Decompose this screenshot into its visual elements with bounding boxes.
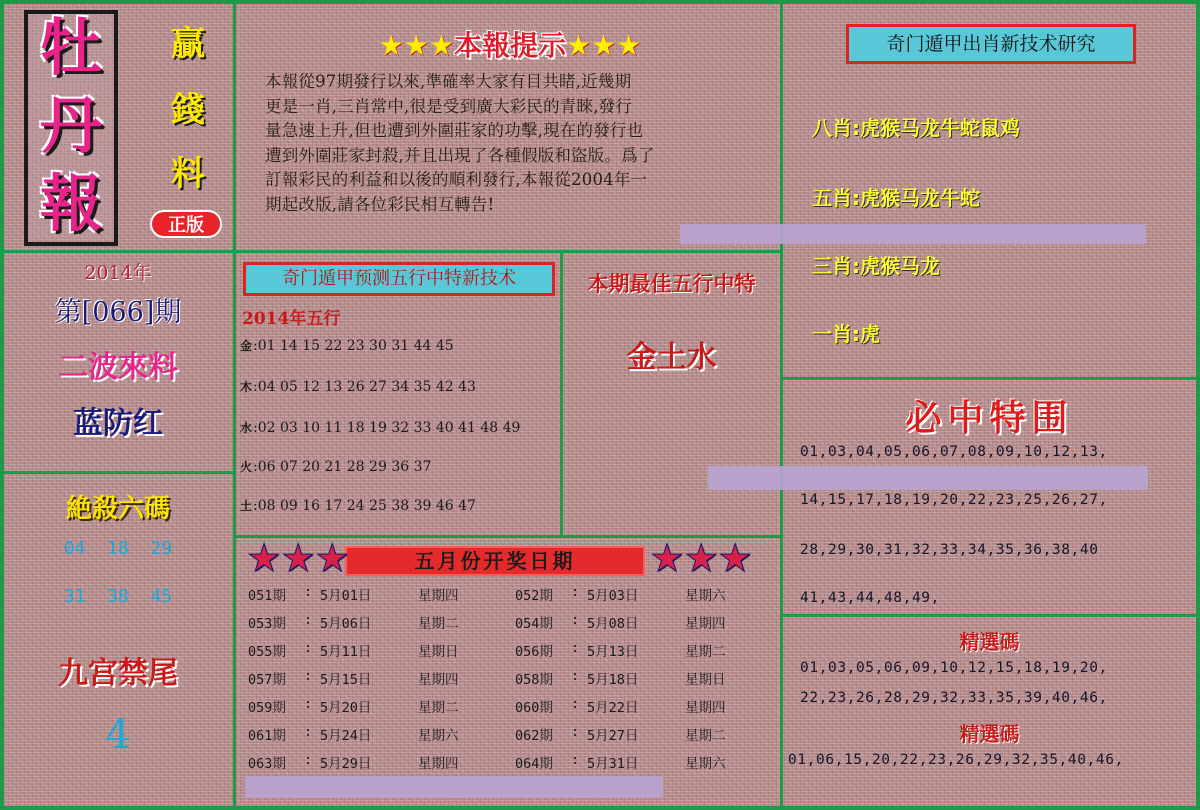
masthead-name-char-1: 牡 xyxy=(39,11,102,84)
zodiac-banner: 奇门遁甲出肖新技术研究 xyxy=(846,24,1136,64)
schedule-weekday: 星期四 xyxy=(418,672,459,688)
schedule-date: 5月24日 xyxy=(320,728,372,744)
zodiac-row-three: 三肖:虎猴马龙 xyxy=(812,254,940,278)
zodiac-animals: 虎猴马龙牛蛇 xyxy=(860,186,980,210)
schedule-issue: 062期 xyxy=(515,728,553,744)
schedule-date: 5月18日 xyxy=(587,672,639,688)
zodiac-label: 三肖 xyxy=(812,254,852,278)
schedule-colon: : xyxy=(571,584,580,600)
notice-line: 訂報彩民的利益和以後的順利發行,本報從2004年一 xyxy=(265,170,648,189)
notice-line: 遭到外圍莊家封殺,并且出現了各種假版和盜版。爲了 xyxy=(265,145,655,165)
schedule-weekday: 星期六 xyxy=(418,728,459,744)
schedule-date: 5月15日 xyxy=(320,672,372,688)
schedule-colon: : xyxy=(571,640,580,656)
selected-title-2: 精選碼 xyxy=(959,722,1020,746)
slogan-char-3: 料 xyxy=(171,154,205,194)
slogan-char-1: 贏 xyxy=(171,24,205,64)
redaction-bar xyxy=(245,776,663,798)
schedule-date: 5月01日 xyxy=(320,588,372,604)
frame-bottom xyxy=(0,806,1200,810)
schedule-weekday: 星期四 xyxy=(685,616,726,632)
schedule-date: 5月11日 xyxy=(320,644,372,660)
schedule-colon: : xyxy=(571,724,580,740)
schedule-issue: 051期 xyxy=(248,588,286,604)
special-circle-line: 41,43,44,48,49, xyxy=(800,590,940,606)
special-circle-line: 14,15,17,18,19,20,22,23,25,26,27, xyxy=(800,492,1108,508)
nine-palace-title: 九宫禁尾 xyxy=(58,656,178,691)
schedule-issue: 063期 xyxy=(248,756,286,772)
wave-title: 二波來料 xyxy=(58,350,178,385)
wave-value: 蓝防红 xyxy=(73,406,163,441)
schedule-colon: : xyxy=(571,612,580,628)
wuxing-numbers: 02 03 10 11 18 19 32 33 40 41 48 49 xyxy=(257,420,521,436)
wuxing-row-wood: 木:04 05 12 13 26 27 34 35 42 43 xyxy=(240,379,476,395)
schedule-date: 5月27日 xyxy=(587,728,639,744)
zodiac-row-eight: 八肖:虎猴马龙牛蛇鼠鸡 xyxy=(812,116,1020,140)
schedule-weekday: 星期二 xyxy=(418,700,459,716)
wuxing-numbers: 08 09 16 17 24 25 38 39 46 47 xyxy=(257,498,476,514)
notice-line: 更是一肖,三肖常中,很是受到廣大彩民的青睞,發行 xyxy=(265,96,633,116)
schedule-issue: 064期 xyxy=(515,756,553,772)
divider-h-left2 xyxy=(0,471,236,474)
notice-body xyxy=(265,70,655,217)
kill-six-row-1: 04 18 29 xyxy=(63,538,173,559)
divider-h-right2 xyxy=(780,614,1200,617)
wuxing-row-fire: 火:06 07 20 21 28 29 36 37 xyxy=(240,459,432,475)
selected-line: 01,03,05,06,09,10,12,15,18,19,20, xyxy=(800,660,1108,676)
schedule-date: 5月03日 xyxy=(587,588,639,604)
schedule-weekday: 星期二 xyxy=(685,728,726,744)
wuxing-element: 金 xyxy=(240,339,253,353)
notice-line: 期起改版,請各位彩民相互轉告! xyxy=(265,194,495,214)
divider-h-mid1 xyxy=(233,250,783,253)
best-wuxing-title: 本期最佳五行中特 xyxy=(587,271,756,296)
schedule-issue: 059期 xyxy=(248,700,286,716)
schedule-weekday: 星期六 xyxy=(685,756,726,772)
schedule-issue: 061期 xyxy=(248,728,286,744)
zodiac-animals: 虎猴马龙牛蛇鼠鸡 xyxy=(860,116,1020,140)
schedule-title: 五月份开奖日期 xyxy=(414,549,576,573)
notice-stars-left: ★★★ xyxy=(378,29,454,62)
schedule-colon: : xyxy=(304,752,313,768)
schedule-date: 5月08日 xyxy=(587,616,639,632)
schedule-colon: : xyxy=(571,752,580,768)
nine-palace-value: 4 xyxy=(105,712,131,758)
schedule-colon: : xyxy=(304,584,313,600)
schedule-issue: 055期 xyxy=(248,644,286,660)
schedule-date: 5月31日 xyxy=(587,756,639,772)
wuxing-numbers: 01 14 15 22 23 30 31 44 45 xyxy=(257,338,454,354)
frame-right xyxy=(1196,0,1200,810)
frame-top xyxy=(0,0,1200,4)
schedule-colon: : xyxy=(304,612,313,628)
wuxing-element: 火 xyxy=(240,460,253,474)
schedule-colon: : xyxy=(304,724,313,740)
schedule-issue: 056期 xyxy=(515,644,553,660)
zodiac-row-one: 一肖:虎 xyxy=(812,322,880,346)
zodiac-label: 五肖 xyxy=(812,186,852,210)
wuxing-element: 木 xyxy=(240,380,253,394)
schedule-weekday: 星期日 xyxy=(418,644,459,660)
schedule-colon: : xyxy=(304,668,313,684)
schedule-weekday: 星期六 xyxy=(685,588,726,604)
selected-line: 01,06,15,20,22,23,26,29,32,35,40,46, xyxy=(788,752,1124,768)
slogan-char-2: 錢 xyxy=(171,90,205,130)
schedule-issue: 052期 xyxy=(515,588,553,604)
notice-line: 本報從97期發行以來,準確率大家有目共睹,近幾期 xyxy=(265,72,632,91)
schedule-issue: 058期 xyxy=(515,672,553,688)
schedule-issue: 057期 xyxy=(248,672,286,688)
schedule-issue: 054期 xyxy=(515,616,553,632)
schedule-stars-right: ★★★ xyxy=(650,536,753,580)
wuxing-year-label: 2014年五行 xyxy=(242,309,341,329)
zodiac-label: 一肖 xyxy=(812,322,852,346)
schedule-date: 5月29日 xyxy=(320,756,372,772)
schedule-issue: 060期 xyxy=(515,700,553,716)
wuxing-element: 水 xyxy=(240,421,253,435)
special-circle-line: 01,03,04,05,06,07,08,09,10,12,13, xyxy=(800,444,1108,460)
wuxing-element: 土 xyxy=(240,499,253,513)
masthead-name-char-2: 丹 xyxy=(39,89,102,162)
schedule-weekday: 星期二 xyxy=(418,616,459,632)
schedule-weekday: 星期四 xyxy=(418,588,459,604)
divider-h-right1 xyxy=(780,377,1200,380)
zodiac-label: 八肖 xyxy=(812,116,852,140)
redaction-bar xyxy=(680,224,1146,244)
schedule-date: 5月06日 xyxy=(320,616,372,632)
best-wuxing-value: 金土水 xyxy=(626,340,717,375)
redaction-bar xyxy=(708,466,1148,490)
issue-year: 2014年 xyxy=(84,262,152,284)
wuxing-numbers: 04 05 12 13 26 27 34 35 42 43 xyxy=(257,379,476,395)
notice-stars-right: ★★★ xyxy=(566,29,642,62)
zodiac-animals: 虎猴马龙 xyxy=(860,254,940,278)
wuxing-row-metal: 金:01 14 15 22 23 30 31 44 45 xyxy=(240,338,454,354)
schedule-issue: 053期 xyxy=(248,616,286,632)
special-circle-line: 28,29,30,31,32,33,34,35,36,38,40 xyxy=(800,542,1099,558)
wuxing-row-earth: 土:08 09 16 17 24 25 38 39 46 47 xyxy=(240,498,476,514)
kill-six-row-2: 31 38 45 xyxy=(63,586,173,607)
selected-line: 22,23,26,28,29,32,33,35,39,40,46, xyxy=(800,690,1108,706)
schedule-weekday: 星期四 xyxy=(685,700,726,716)
schedule-weekday: 星期四 xyxy=(418,756,459,772)
issue-number: 第[066]期 xyxy=(54,297,182,328)
wuxing-numbers: 06 07 20 21 28 29 36 37 xyxy=(257,459,432,475)
schedule-date: 5月13日 xyxy=(587,644,639,660)
schedule-weekday: 星期二 xyxy=(685,644,726,660)
zodiac-row-five: 五肖:虎猴马龙牛蛇 xyxy=(812,186,980,210)
wuxing-row-water: 水:02 03 10 11 18 19 32 33 40 41 48 49 xyxy=(240,420,521,436)
notice-line: 量急速上升,但也遭到外圍莊家的功擊,現在的發行也 xyxy=(265,121,644,140)
edition-badge: 正版 xyxy=(150,210,222,238)
notice-title xyxy=(335,24,685,64)
schedule-stars-left: ★★★ xyxy=(247,536,350,580)
wuxing-banner: 奇门遁甲预测五行中特新技术 xyxy=(243,262,555,296)
schedule-colon: : xyxy=(304,640,313,656)
divider-h-left1 xyxy=(0,250,236,253)
schedule-colon: : xyxy=(304,696,313,712)
schedule-date: 5月22日 xyxy=(587,700,639,716)
selected-title-1: 精選碼 xyxy=(959,630,1020,654)
schedule-date: 5月20日 xyxy=(320,700,372,716)
schedule-weekday: 星期日 xyxy=(685,672,726,688)
zodiac-animals: 虎 xyxy=(860,322,880,346)
special-circle-title: 必中特围 xyxy=(905,398,1074,439)
masthead-name-char-3: 報 xyxy=(39,167,102,240)
kill-six-title: 絶殺六碼 xyxy=(65,494,170,524)
schedule-colon: : xyxy=(571,668,580,684)
notice-title-text: 本報提示 xyxy=(453,29,566,62)
schedule-colon: : xyxy=(571,696,580,712)
